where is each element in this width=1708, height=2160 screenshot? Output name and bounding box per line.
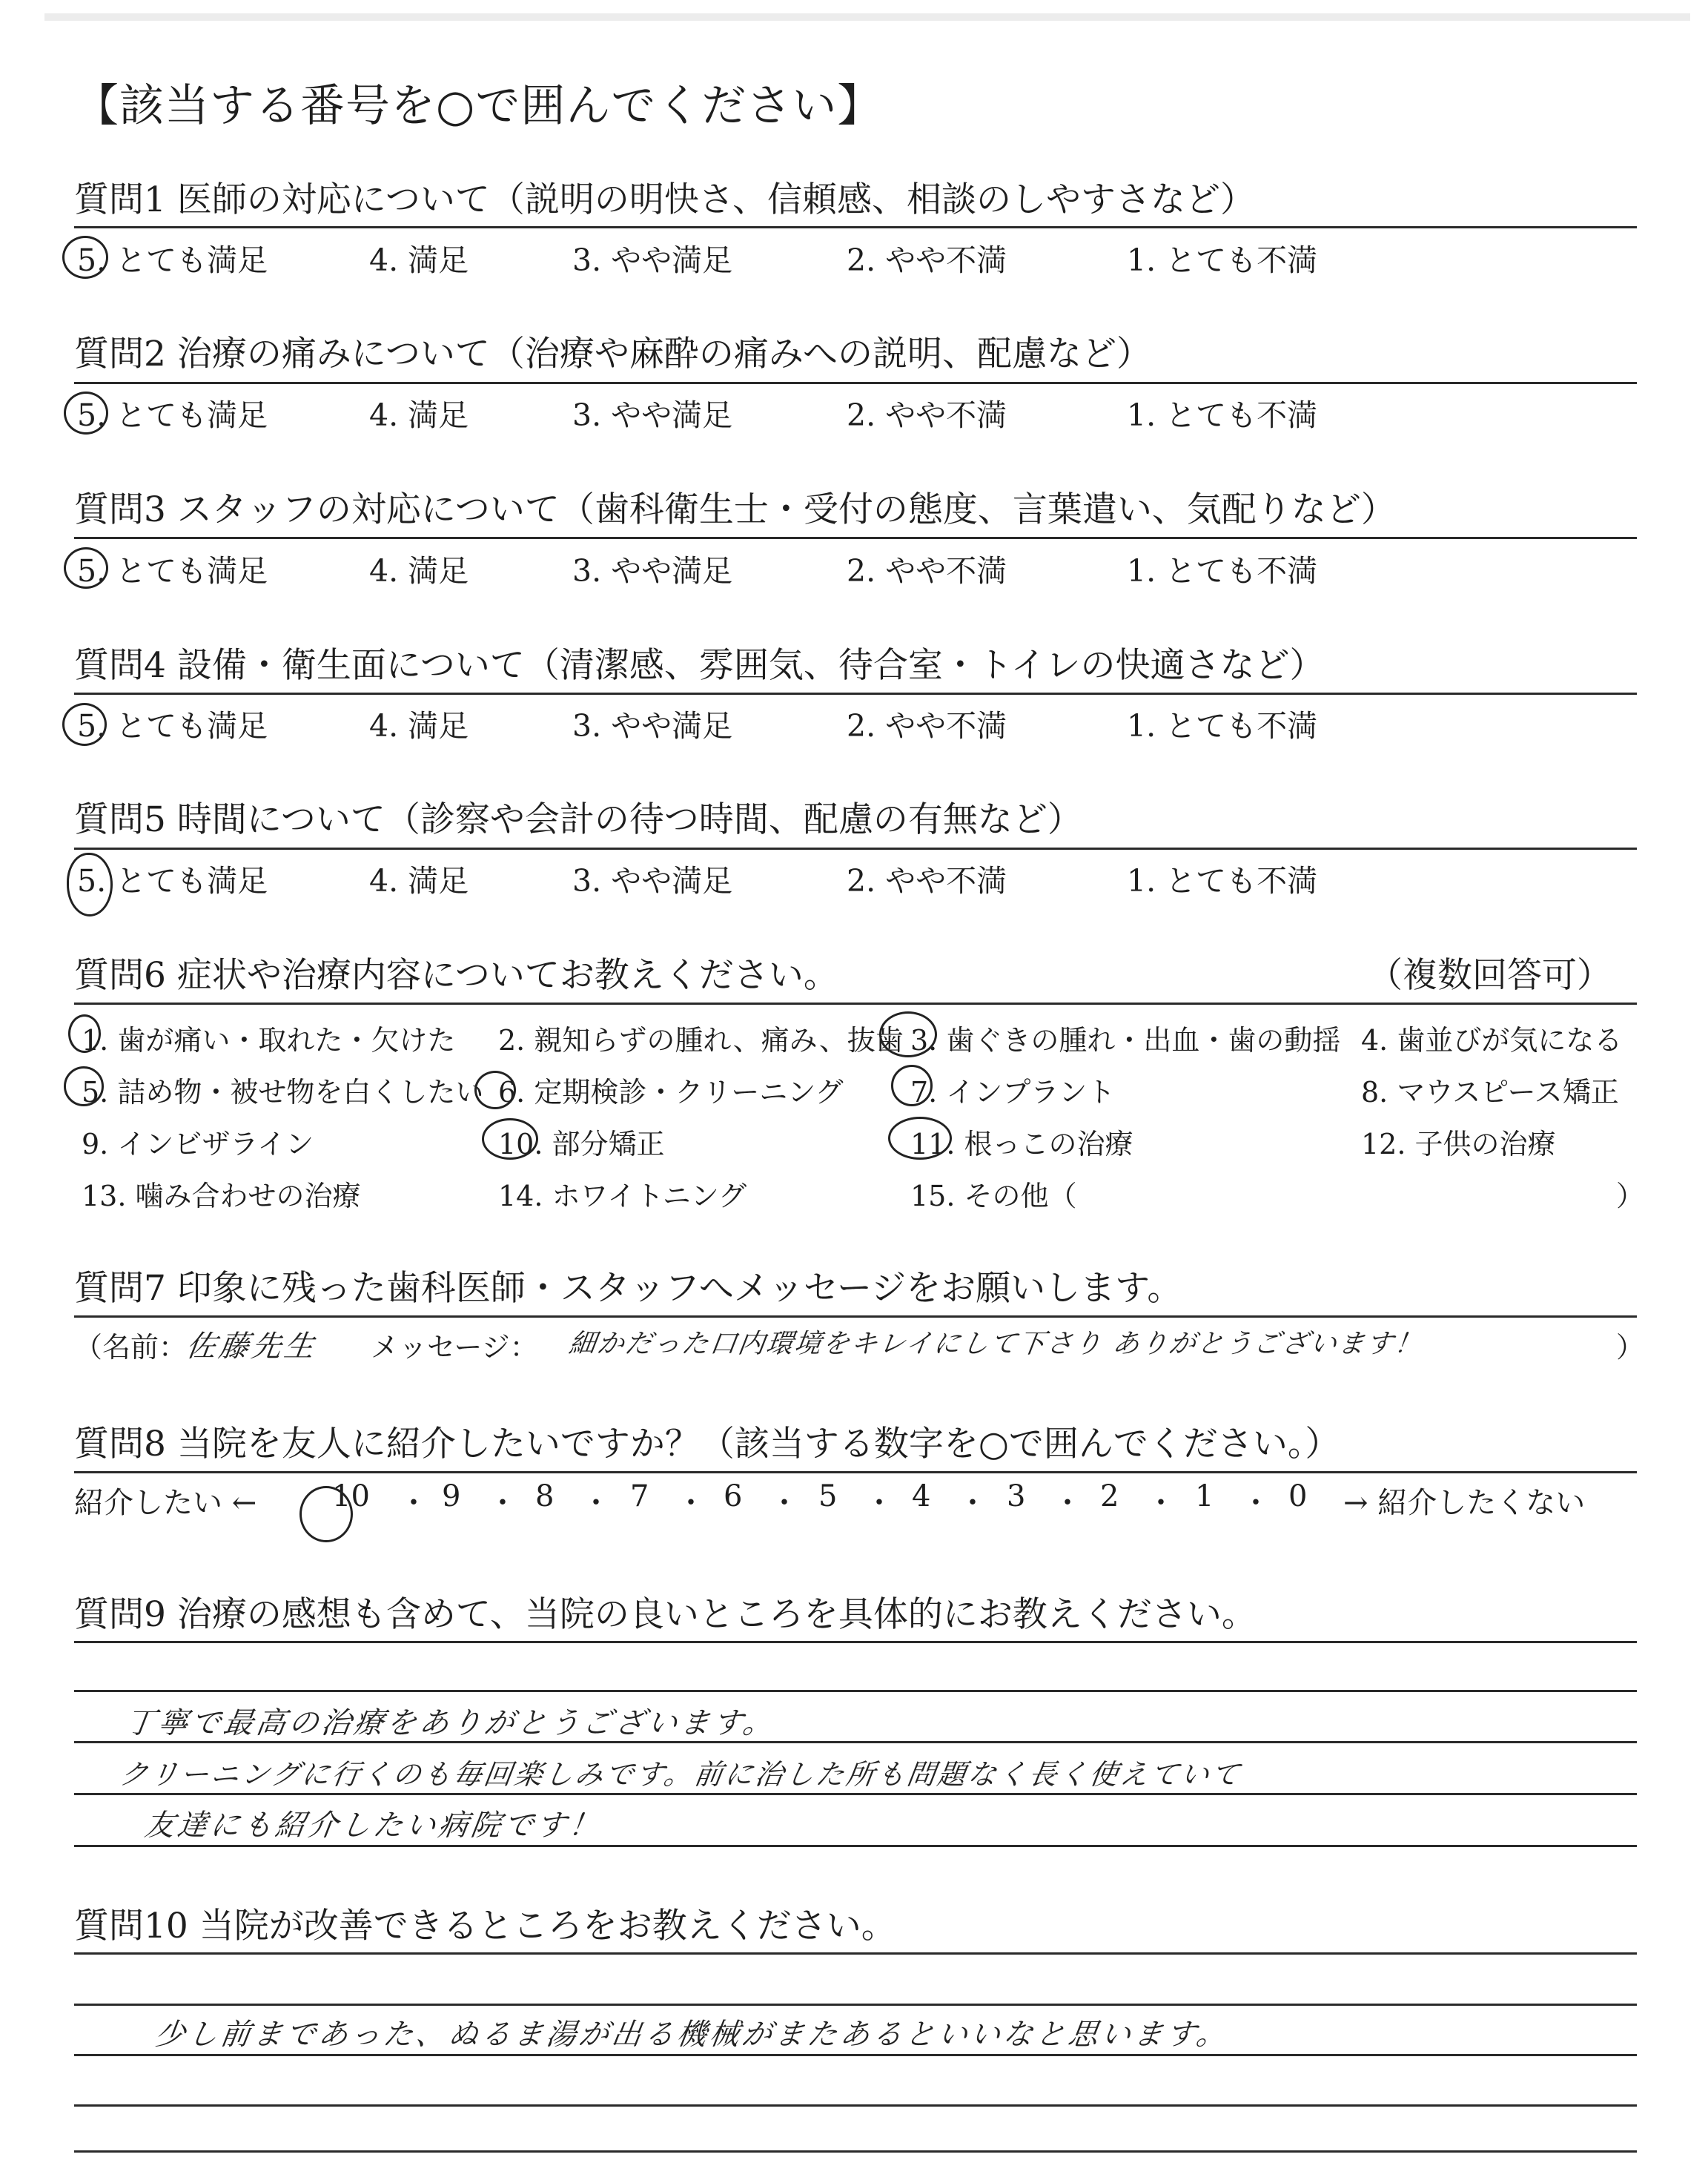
q2-option-2[interactable]: 2. やや不満 (847, 397, 1007, 433)
q6-option-3[interactable]: 3. 歯ぐきの腫れ・出血・歯の動揺 (910, 1024, 1341, 1057)
q1-option-4[interactable]: 4. 満足 (369, 242, 469, 278)
q6-option-12[interactable]: 12. 子供の治療 (1361, 1128, 1556, 1160)
q8-scale-1[interactable]: 1 (1195, 1479, 1214, 1513)
q8-dot: ・ (864, 1486, 894, 1520)
q8-scale-4[interactable]: 4 (912, 1479, 931, 1513)
q2-selection-circle (64, 392, 108, 435)
q8-dot: ・ (1146, 1486, 1176, 1520)
q8-scale-9[interactable]: 9 (442, 1479, 461, 1513)
q3-option-4[interactable]: 4. 満足 (369, 553, 469, 589)
q3-heading: 質問3 スタッフの対応について（歯科衛生士・受付の態度、言葉遣い、気配りなど） (74, 489, 1396, 530)
q7-name-value[interactable]: 佐藤先生 (184, 1330, 320, 1364)
q2-option-3[interactable]: 3. やや満足 (572, 397, 733, 433)
q6-circle-10 (482, 1118, 538, 1160)
q9-rule-3 (74, 1793, 1637, 1795)
q8-scale-7[interactable]: 7 (630, 1479, 649, 1513)
q5-option-2[interactable]: 2. やや不満 (847, 863, 1007, 899)
q4-option-2[interactable]: 2. やや不満 (847, 708, 1007, 744)
q8-scale-10[interactable]: 10 (332, 1479, 370, 1513)
q6-option-2[interactable]: 2. 親知らずの腫れ、痛み、抜歯 (498, 1024, 904, 1057)
q8-scale-0[interactable]: 0 (1288, 1479, 1308, 1513)
q1-option-5[interactable]: 5. とても満足 (77, 242, 268, 278)
q10-rule-4 (74, 2150, 1637, 2153)
q6-heading: 質問6 症状や治療内容についてお教えください。 (74, 955, 838, 996)
q4-option-1[interactable]: 1. とても不満 (1127, 708, 1318, 744)
q4-option-5[interactable]: 5. とても満足 (77, 708, 268, 744)
q6-circle-5 (64, 1066, 104, 1106)
q4-option-3[interactable]: 3. やや満足 (572, 708, 733, 744)
q1-heading: 質問1 医師の対応について（説明の明快さ、信頼感、相談のしやすさなど） (74, 179, 1256, 220)
q8-scale-2[interactable]: 2 (1100, 1479, 1119, 1513)
q7-close: ） (1616, 1331, 1645, 1364)
q6-circle-3 (879, 1011, 937, 1057)
q8-dot: ・ (1241, 1486, 1271, 1520)
q7-heading: 質問7 印象に残った歯科医師・スタッフへメッセージをお願いします。 (74, 1268, 1182, 1309)
q4-heading: 質問4 設備・衛生面について（清潔感、雰囲気、待合室・トイレの快適さなど） (74, 645, 1325, 686)
q3-option-5[interactable]: 5. とても満足 (77, 553, 268, 589)
page-title: 【該当する番号を○で囲んでください】 (74, 80, 883, 132)
q10-rule-3 (74, 2104, 1637, 2107)
q8-dot: ・ (399, 1486, 428, 1520)
q5-rule (74, 848, 1637, 850)
q1-rule (74, 226, 1637, 228)
q6-option-4[interactable]: 4. 歯並びが気になる (1361, 1024, 1623, 1057)
q3-option-2[interactable]: 2. やや不満 (847, 553, 1007, 589)
q8-dot: ・ (769, 1486, 799, 1520)
q9-rule-4 (74, 1845, 1637, 1847)
q2-option-1[interactable]: 1. とても不満 (1127, 397, 1318, 433)
q9-answer-line-3: 友達にも紹介したい病院です！ (142, 1809, 604, 1843)
q8-rule (74, 1471, 1637, 1473)
q5-option-5[interactable]: 5. とても満足 (77, 863, 268, 899)
q8-heading: 質問8 当院を友人に紹介したいですか？（該当する数字を○で囲んでください。） (74, 1424, 1340, 1464)
q7-message-value[interactable]: 細かだった口内環境をキレイにして下さり ありがとうございます！ (566, 1329, 1425, 1359)
q6-option-5[interactable]: 5. 詰め物・被せ物を白くしたい (82, 1076, 484, 1109)
q10-rule-2 (74, 2054, 1637, 2056)
q6-option-13[interactable]: 13. 噛み合わせの治療 (82, 1180, 361, 1212)
q6-option-15-close: ） (1616, 1180, 1645, 1212)
q3-option-3[interactable]: 3. やや満足 (572, 553, 733, 589)
q6-option-11[interactable]: 11. 根っこの治療 (910, 1128, 1133, 1160)
q6-option-6[interactable]: 6. 定期検診・クリーニング (498, 1076, 844, 1109)
q6-circle-11 (888, 1117, 952, 1160)
q9-answer-line-1: 丁寧で最高の治療をありがとうございます。 (123, 1706, 778, 1740)
q5-option-3[interactable]: 3. やや満足 (572, 863, 733, 899)
q3-rule (74, 537, 1637, 539)
q9-heading: 質問9 治療の感想も含めて、当院の良いところを具体的にお教えください。 (74, 1594, 1257, 1635)
q10-answer-line-1: 少し前まであった、ぬるま湯が出る機械がまたあるといいなと思います。 (153, 2018, 1232, 2052)
q8-dot: ・ (958, 1486, 987, 1520)
q9-rule-0 (74, 1641, 1637, 1643)
q3-option-1[interactable]: 1. とても不満 (1127, 553, 1318, 589)
q9-answer-line-2: クリーニングに行くのも毎回楽しみです。前に治した所も問題なく長く使えていて (117, 1758, 1244, 1791)
q4-rule (74, 693, 1637, 695)
q6-option-1[interactable]: 1. 歯が痛い・取れた・欠けた (82, 1024, 456, 1057)
q5-selection-circle (67, 853, 113, 916)
q6-option-9[interactable]: 9. インビザライン (82, 1128, 314, 1160)
q1-option-2[interactable]: 2. やや不満 (847, 242, 1007, 278)
scan-edge (44, 13, 1690, 21)
q6-option-14[interactable]: 14. ホワイトニング (498, 1180, 747, 1212)
q7-name-label: （名前： (74, 1331, 188, 1364)
q9-rule-1 (74, 1690, 1637, 1692)
q6-rule (74, 1003, 1637, 1005)
q8-scale-6[interactable]: 6 (724, 1479, 743, 1513)
q10-rule-0 (74, 1952, 1637, 1955)
q6-option-7[interactable]: 7. インプラント (910, 1076, 1116, 1109)
q5-heading: 質問5 時間について（診察や会計の待つ時間、配慮の有無など） (74, 799, 1082, 840)
q1-option-3[interactable]: 3. やや満足 (572, 242, 733, 278)
q2-option-4[interactable]: 4. 満足 (369, 397, 469, 433)
q8-selection-circle (299, 1486, 353, 1542)
q2-heading: 質問2 治療の痛みについて（治療や麻酔の痛みへの説明、配慮など） (74, 334, 1151, 374)
q8-scale-5[interactable]: 5 (818, 1479, 838, 1513)
q10-heading: 質問10 当院が改善できるところをお教えください。 (74, 1906, 896, 1946)
q6-option-10[interactable]: 10. 部分矯正 (498, 1128, 665, 1160)
q7-rule (74, 1315, 1637, 1318)
q1-option-1[interactable]: 1. とても不満 (1127, 242, 1318, 278)
q4-selection-circle (62, 703, 107, 746)
q8-right-label: → 紹介したくない (1343, 1486, 1586, 1520)
q8-dot: ・ (676, 1486, 706, 1520)
q8-left-label: 紹介したい ← (74, 1486, 257, 1520)
q3-selection-circle (64, 547, 108, 589)
q6-option-15[interactable]: 15. その他（ (910, 1180, 1077, 1212)
q8-dot: ・ (581, 1486, 611, 1520)
q5-option-1[interactable]: 1. とても不満 (1127, 863, 1318, 899)
q6-circle-7 (891, 1065, 933, 1106)
q8-dot: ・ (1053, 1486, 1082, 1520)
q6-circle-1 (68, 1014, 101, 1053)
q2-rule (74, 382, 1637, 384)
q4-option-4[interactable]: 4. 満足 (369, 708, 469, 744)
q1-selection-circle (62, 236, 108, 279)
q8-scale-3[interactable]: 3 (1007, 1479, 1026, 1513)
q2-option-5[interactable]: 5. とても満足 (77, 397, 268, 433)
q7-message-label: メッセージ： (371, 1331, 538, 1364)
q6-option-8[interactable]: 8. マウスピース矯正 (1361, 1076, 1619, 1109)
q8-dot: ・ (488, 1486, 517, 1520)
q10-rule-1 (74, 2004, 1637, 2006)
q6-circle-6 (474, 1071, 516, 1109)
q5-option-4[interactable]: 4. 満足 (369, 863, 469, 899)
q8-scale-8[interactable]: 8 (535, 1479, 555, 1513)
q6-multiple-note: （複数回答可） (1368, 955, 1612, 996)
